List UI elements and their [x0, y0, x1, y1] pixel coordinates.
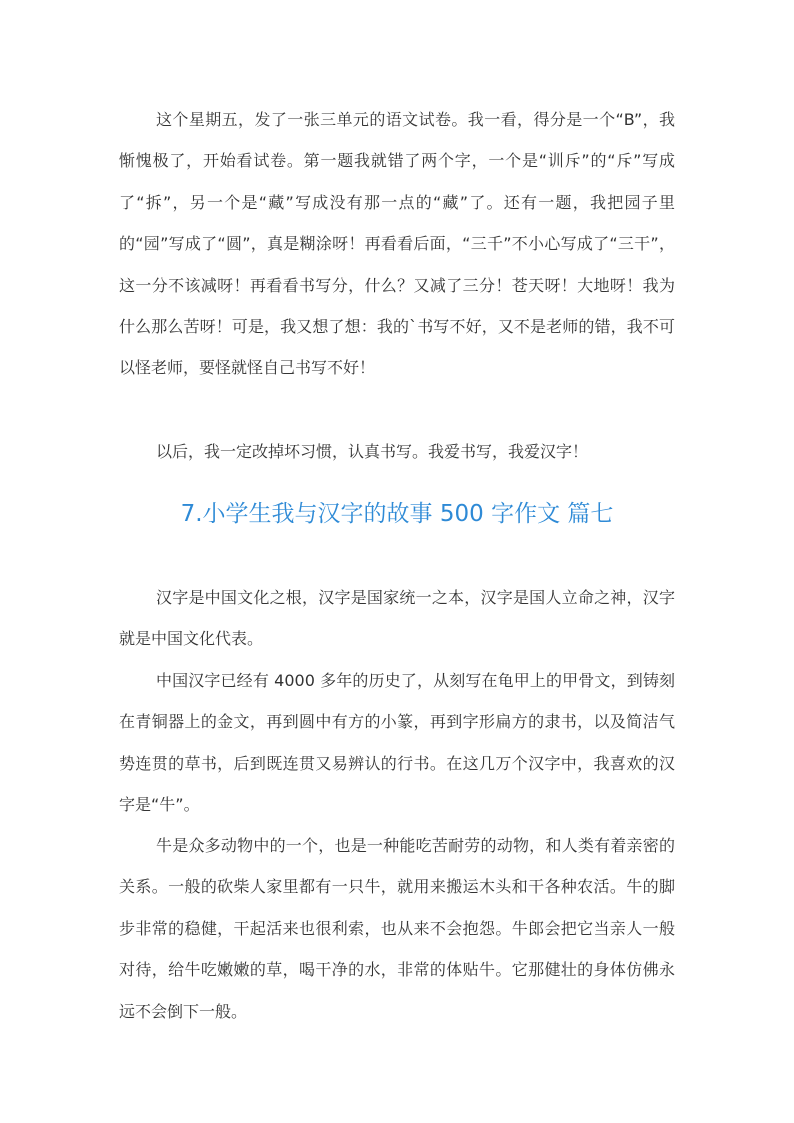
paragraph-resolution: 以后，我一定改掉坏习惯，认真书写。我爱书写，我爱汉字！ — [156, 442, 589, 461]
section-heading: 7.小学生我与汉字的故事 500 字作文 篇七 — [180, 501, 614, 527]
paragraph-hanzi-root: 汉字是中国文化之根，汉字是国家统一之本，汉字是国人立命之神，汉字就是中国文化代表。 — [119, 588, 675, 649]
paragraph-ox: 牛是众多动物中的一个，也是一种能吃苦耐劳的动物，和人类有着亲密的关系。一般的砍柴人家里都有一只牛，就用来搬运木头和干各种农活。牛的脚步非常的稳健，干起活来也很利索，也从来不会抱怨。牛郎会把它当亲人一般对待，给牛吃嫩嫩的草，喝干净的水，非常的体贴牛。它那健壮的身体仿佛永远不会倒下一般。 — [119, 836, 675, 1021]
paragraph-exam-story: 这个星期五，发了一张三单元的语文试卷。我一看，得分是一个“B”，我惭愧极了，开始看试卷。第一题我就错了两个字，一个是“训斥”的“斥”写成了“拆”，另一个是“藏”写成没有那一点的“藏”了。还有一题，我把园子里的“园”写成了“圆”，真是糊涂呀！再看看后面，“三千”不小心写成了“三干”，这一分不该减呀！再看看书写分，什么？又减了三分！苍天呀！大地呀！我为什么那么苦呀！可是，我又想了想：我的`书写不好，又不是老师的错，我不可以怪老师，要怪就怪自己书写不好！ — [119, 110, 675, 378]
paragraph-hanzi-history: 中国汉字已经有 4000 多年的历史了，从刻写在龟甲上的甲骨文，到铸刻在青铜器上的金文，再到圆中有方的小篆，再到字形扁方的隶书，以及简洁气势连贯的草书，后到既连贯又易辨认的行书。在这几万个汉字中，我喜欢的汉字是“牛”。 — [119, 671, 675, 815]
